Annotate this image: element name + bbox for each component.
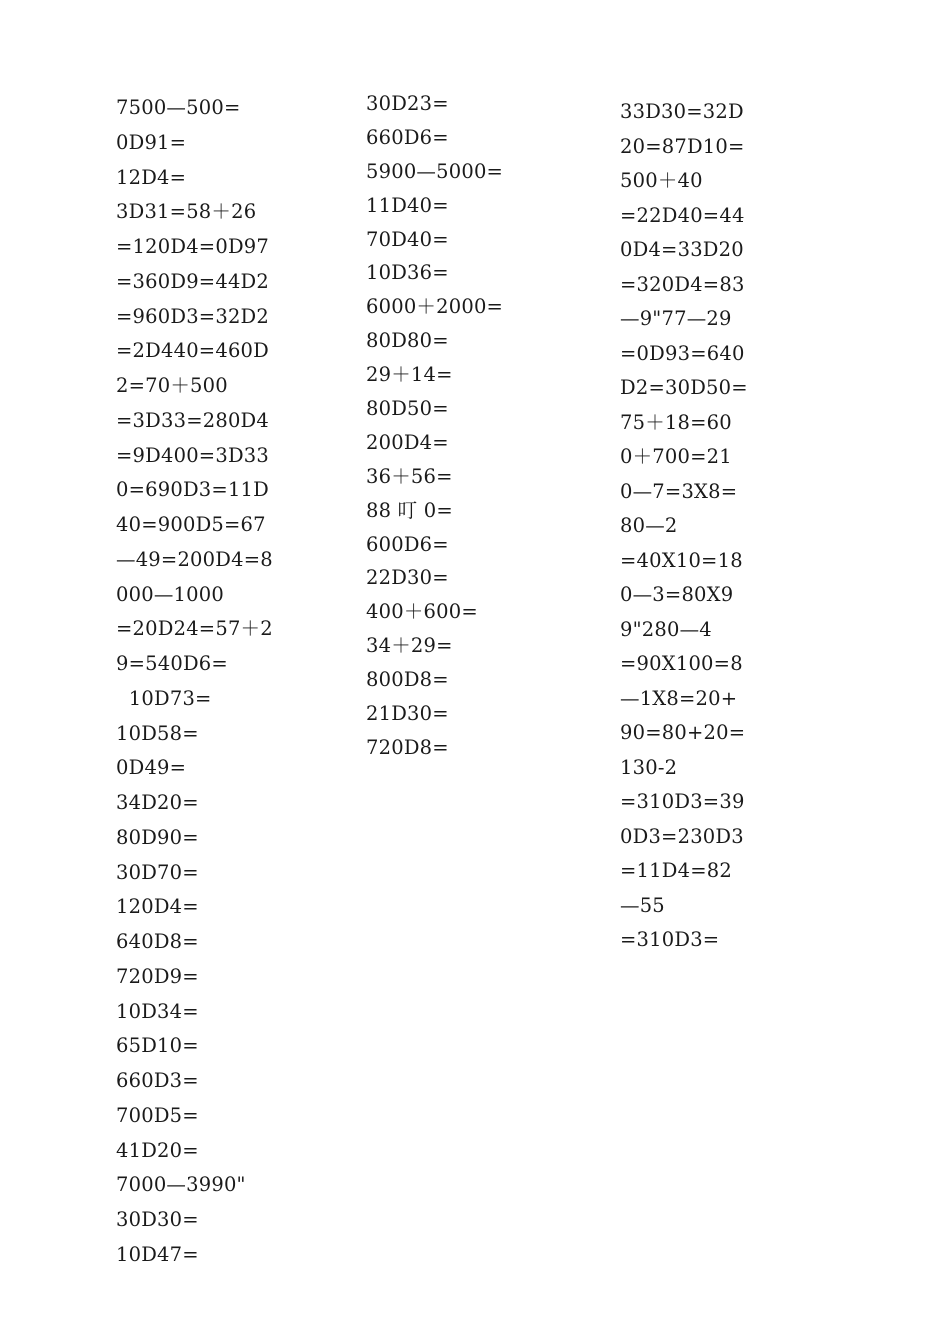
problem-line: 720D9= <box>116 964 199 988</box>
problem-line: 11D40= <box>366 193 449 217</box>
problem-line: 000—1000 <box>116 582 224 606</box>
problem-line: 20=87D10= <box>620 134 745 158</box>
problem-line: =11D4=82 <box>620 859 732 882</box>
problem-line: =2D440=460D <box>116 339 269 363</box>
problem-line: 200D4= <box>366 430 449 454</box>
problem-column-3 <box>620 95 850 958</box>
problem-line: 500＋40 <box>620 169 703 192</box>
problem-line: 0—3=80X9 <box>620 583 734 606</box>
problem-line: 30D23= <box>366 92 449 115</box>
problem-line: 29＋14= <box>366 363 453 387</box>
problem-line: 0D3=230D3 <box>620 824 744 848</box>
problem-line: 21D30= <box>366 702 449 726</box>
problem-line: —1X8=20+ <box>620 686 738 710</box>
problem-line: 9"280—4 <box>620 617 712 641</box>
problem-line: 70D40= <box>366 227 449 251</box>
problem-line: 80D80= <box>366 329 449 353</box>
problem-line: 36＋56= <box>366 464 453 488</box>
problem-line: 0D4=33D20 <box>620 238 744 261</box>
problem-line: 40=900D5=67 <box>116 513 266 536</box>
problem-line: 3D31=58＋26 <box>116 200 257 224</box>
problem-line: 720D8= <box>366 735 449 759</box>
problem-line: 88 叮 0= <box>366 498 453 522</box>
problem-line: 660D6= <box>366 125 449 149</box>
problem-line: 10D58= <box>116 721 199 745</box>
problem-line: =3D33=280D4 <box>116 408 269 432</box>
problem-line: =310D3=39 <box>620 790 745 813</box>
problem-line: 34＋29= <box>366 634 453 658</box>
problem-line: 0＋700=21 <box>620 445 732 468</box>
problem-line: =310D3= <box>620 928 720 951</box>
problem-line: 80D50= <box>366 397 449 421</box>
problem-line: 10D34= <box>116 999 199 1023</box>
problem-line: 660D3= <box>116 1069 199 1092</box>
problem-line: 6000＋2000= <box>366 295 504 319</box>
problem-line: 10D47= <box>116 1242 199 1266</box>
problem-line: =0D93=640 <box>620 341 745 365</box>
problem-line: 30D70= <box>116 860 199 884</box>
problem-line: 65D10= <box>116 1034 199 1058</box>
problem-line: 22D30= <box>366 566 449 590</box>
problem-line: =120D4=0D97 <box>116 235 269 258</box>
problem-line: 80D90= <box>116 825 199 849</box>
problem-line: =9D400=3D33 <box>116 443 269 467</box>
problem-line: 400＋600= <box>366 600 478 624</box>
problem-line: 2=70＋500 <box>116 374 228 397</box>
problem-line: 30D30= <box>116 1208 199 1231</box>
problem-line: 600D6= <box>366 532 449 556</box>
problem-line: —55 <box>620 893 665 917</box>
problem-line: 130-2 <box>620 755 678 779</box>
problem-line: 41D20= <box>116 1138 199 1162</box>
problem-line: 0=690D3=11D <box>116 478 269 502</box>
problem-line: 75＋18=60 <box>620 410 732 434</box>
problem-line: 10D36= <box>366 261 449 285</box>
problem-column-2 <box>366 87 596 765</box>
problem-line: 5900—5000= <box>366 159 504 183</box>
problem-column-1 <box>116 91 346 1273</box>
problem-line: 0D91= <box>116 130 187 154</box>
problem-line: 0D49= <box>116 756 187 780</box>
problem-line: =960D3=32D2 <box>116 304 269 328</box>
problem-line: 120D4= <box>116 895 199 919</box>
problem-line: 0—7=3X8= <box>620 479 738 503</box>
problem-line: =40X10=18 <box>620 548 743 572</box>
problem-line: 800D8= <box>366 668 449 692</box>
problem-line: 33D30=32D <box>620 100 744 123</box>
problem-line: 34D20= <box>116 791 199 814</box>
problem-line: =20D24=57＋2 <box>116 617 273 641</box>
problem-line: =22D40=44 <box>620 203 745 227</box>
problem-line: 7000—3990" <box>116 1173 246 1197</box>
problem-line: 12D4= <box>116 165 187 189</box>
problem-line: 7500—500= <box>116 96 241 119</box>
problem-line: 10D73= <box>116 686 212 710</box>
problem-line: —49=200D4=8 <box>116 547 273 571</box>
problem-line: =90X100=8 <box>620 652 743 675</box>
problem-line: 700D5= <box>116 1103 199 1127</box>
problem-line: =320D4=83 <box>620 272 745 296</box>
problem-line: D2=30D50= <box>620 376 748 399</box>
problem-line: =360D9=44D2 <box>116 269 269 293</box>
problem-line: 90=80+20= <box>620 721 746 744</box>
problem-line: 80—2 <box>620 514 678 537</box>
problem-line: —9"77—29 <box>620 307 732 330</box>
problem-line: 640D8= <box>116 930 199 953</box>
problem-line: 9=540D6= <box>116 652 228 675</box>
